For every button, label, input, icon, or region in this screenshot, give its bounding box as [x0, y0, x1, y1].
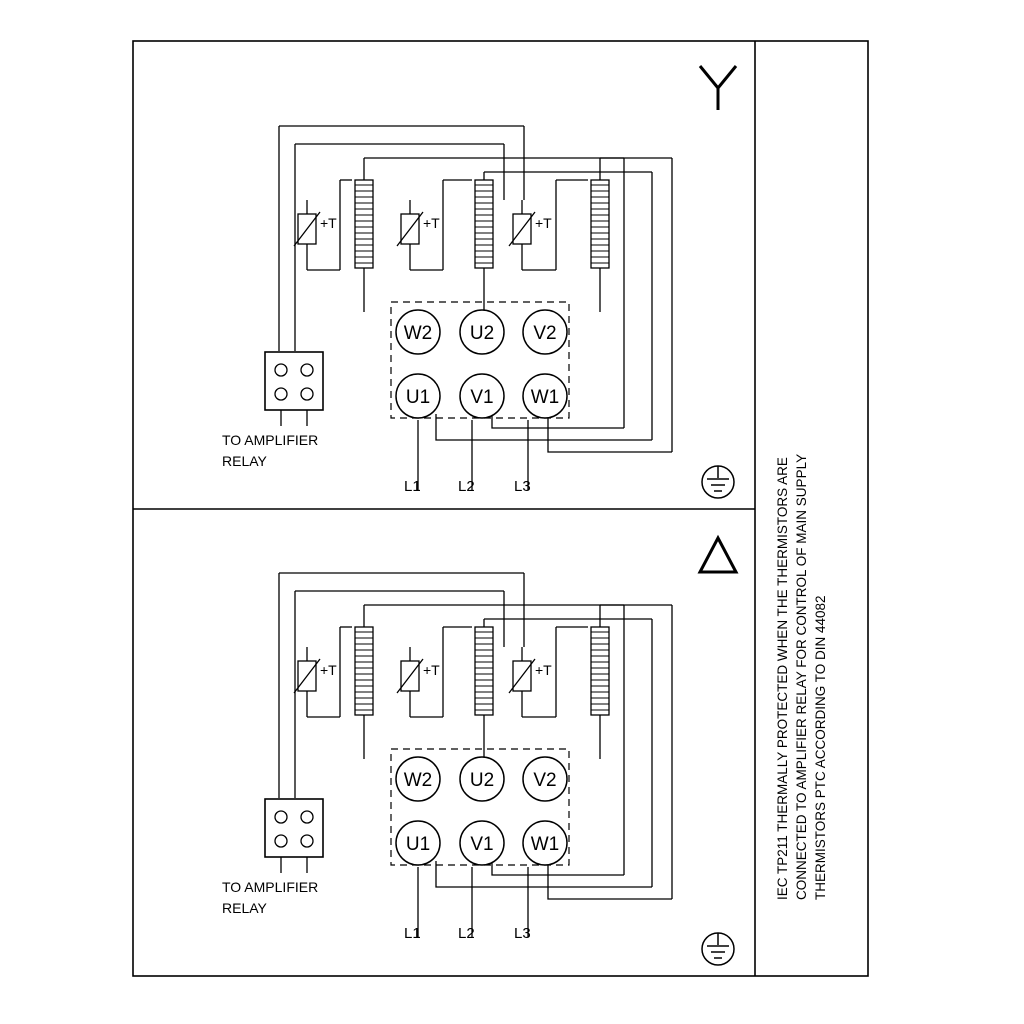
- coil-v2-star: [591, 180, 609, 268]
- thermistor-2-delta: [397, 659, 423, 693]
- terminal-u1-delta: U1: [405, 834, 431, 855]
- panel-star: [222, 66, 736, 498]
- coil-w2-star: [355, 180, 373, 268]
- side-note-line1: IEC TP211 THERMALLY PROTECTED WHEN THE THERMISTORS ARE: [775, 457, 790, 900]
- earth-symbol-delta: [702, 933, 734, 965]
- terminal-u2-delta: U2: [469, 770, 495, 791]
- thermistor-3-star-label: +T: [535, 215, 552, 231]
- terminal-u1-star: U1: [405, 387, 431, 408]
- terminal-v1-star: V1: [470, 387, 494, 408]
- side-note-line3: THERMISTORS PTC ACCORDING TO DIN 44082: [813, 595, 828, 900]
- side-note-line2: CONNECTED TO AMPLIFIER RELAY FOR CONTROL OF MAIN SUPPLY: [794, 453, 809, 900]
- amplifier-label-line2-star: RELAY: [222, 453, 267, 469]
- supply-l3-star: L3: [514, 478, 531, 495]
- thermistor-1-delta-label: +T: [320, 662, 337, 678]
- thermistor-3-delta-label: +T: [535, 662, 552, 678]
- supply-l1-star: L1: [404, 478, 421, 495]
- amplifier-label-line2-delta: RELAY: [222, 900, 267, 916]
- thermistor-1-star: [294, 212, 320, 246]
- delta-symbol-icon: [700, 538, 736, 572]
- amplifier-label-line1-star: TO AMPLIFIER: [222, 432, 319, 448]
- terminal-w1-delta: W1: [530, 834, 560, 855]
- supply-l2-star: L2: [458, 478, 475, 495]
- supply-l1-delta: L1: [404, 925, 421, 942]
- amplifier-label-line1-delta: TO AMPLIFIER: [222, 879, 319, 895]
- thermistor-2-star: [397, 212, 423, 246]
- terminal-u2-star: U2: [469, 323, 495, 344]
- thermistor-3-star: [509, 212, 535, 246]
- amplifier-connector-delta: [265, 799, 323, 873]
- thermistor-1-star-label: +T: [320, 215, 337, 231]
- wye-symbol-icon: [700, 66, 736, 110]
- coil-u2-delta: [475, 627, 493, 715]
- side-note-block: [775, 454, 828, 900]
- terminal-w2-delta: W2: [403, 770, 433, 791]
- terminal-v2-delta: V2: [533, 770, 557, 791]
- amplifier-connector-star: [265, 352, 323, 426]
- thermistor-2-star-label: +T: [423, 215, 440, 231]
- coil-w2-delta: [355, 627, 373, 715]
- coil-v2-delta: [591, 627, 609, 715]
- panel-delta: [222, 538, 736, 965]
- thermistor-1-delta: [294, 659, 320, 693]
- terminal-v2-star: V2: [533, 323, 557, 344]
- coil-u2-star: [475, 180, 493, 268]
- terminal-w1-star: W1: [530, 387, 560, 408]
- supply-l2-delta: L2: [458, 925, 475, 942]
- earth-symbol-star: [702, 466, 734, 498]
- terminal-v1-delta: V1: [470, 834, 494, 855]
- thermistor-2-delta-label: +T: [423, 662, 440, 678]
- thermistor-3-delta: [509, 659, 535, 693]
- supply-l3-delta: L3: [514, 925, 531, 942]
- terminal-w2-star: W2: [403, 323, 433, 344]
